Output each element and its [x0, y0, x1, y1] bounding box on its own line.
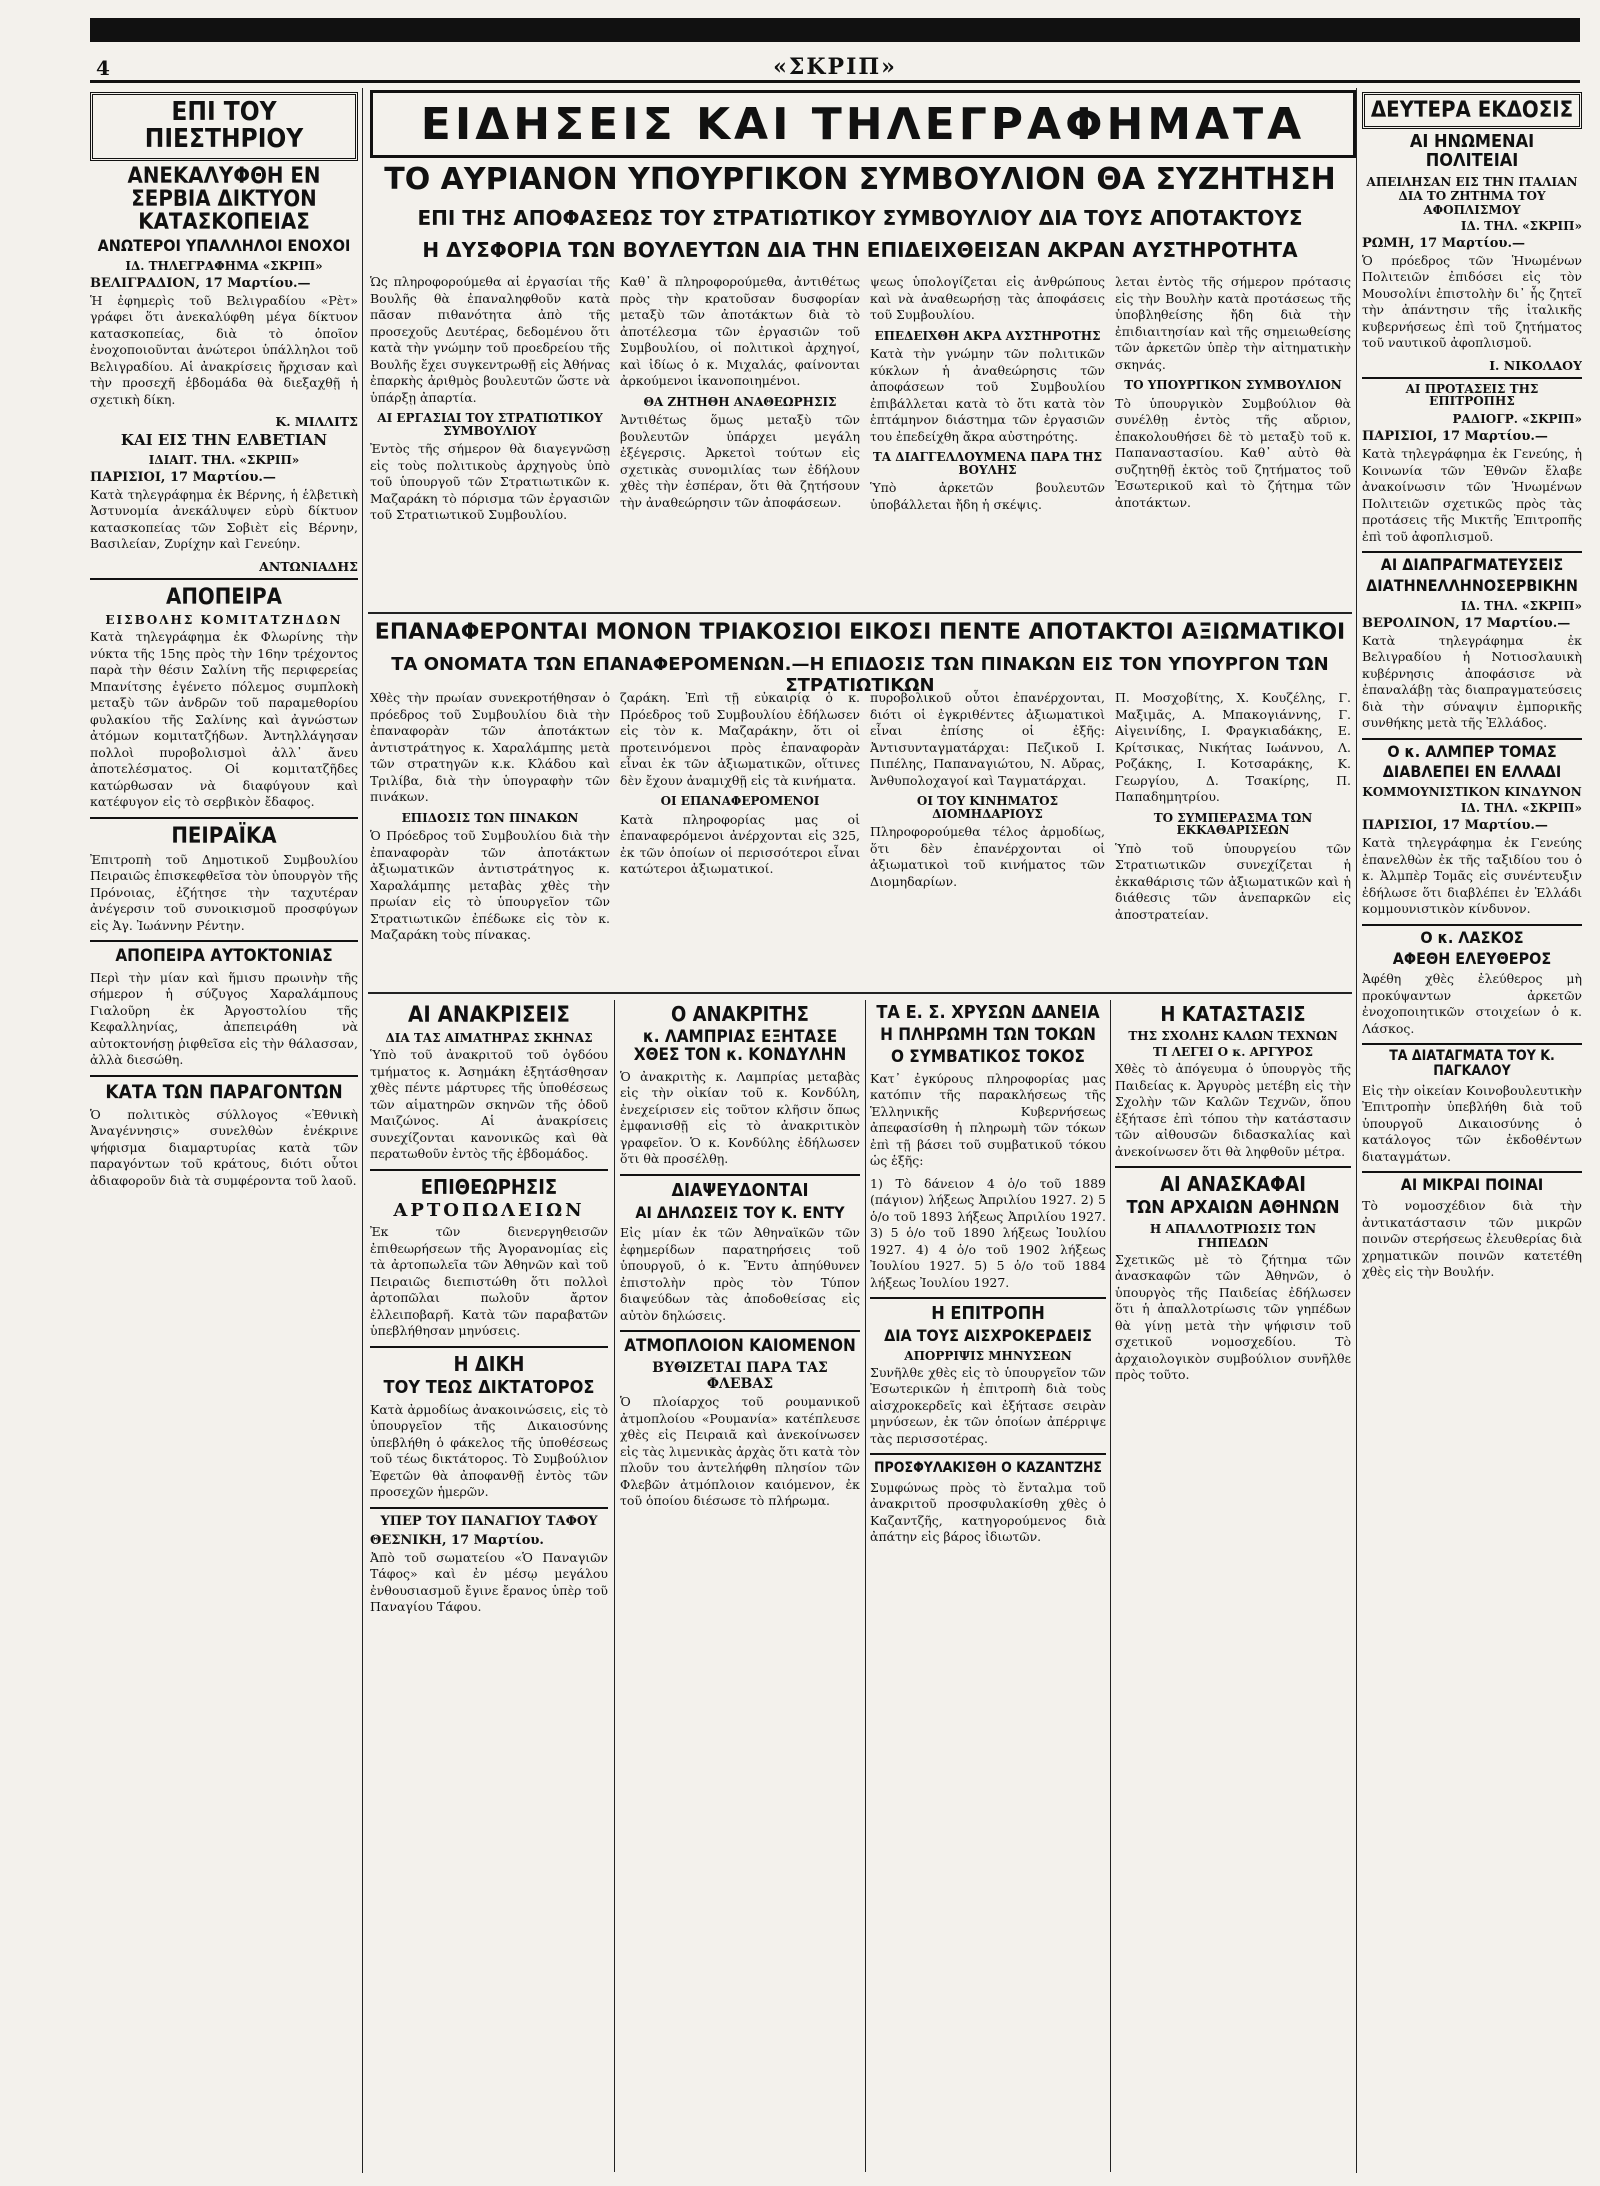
lower2-headline-3b: ΒΥΘΙΖΕΤΑΙ ΠΑΡΑ ΤΑΣ ΦΛΕΒΑΣ [652, 1360, 828, 1393]
wide-column-2 [620, 688, 860, 988]
right-story4-dateline: ΠΑΡΙΣΙΟΙ, 17 Μαρτίου.— [1362, 818, 1548, 834]
lower1-subhead: ΔΙΑ ΤΑΣ ΑΙΜΑΤΗΡΑΣ ΣΚΗΝΑΣ [385, 1031, 593, 1046]
story-attempt-subhead: ΕΙΣΒΟΛΗΣ ΚΟΜΙΤΑΤΖΗΔΩΝ [105, 613, 343, 628]
wide-col4-subhead: ΤΟ ΣΥΜΠΕΡΑΣΜΑ ΤΩΝ ΕΚΚΑΘΑΡΙΣΕΩΝ [1153, 810, 1313, 838]
lower4-headline-2c: Η ΑΠΑΛΛΟΤΡΙΩΣΙΣ ΤΩΝ ΓΗΠΕΔΩΝ [1149, 1221, 1317, 1250]
lower3-text-2: Συνῆλθε χθὲς εἰς τὸ ὑπουργεῖον τῶν Ἐσωτερικῶν ἡ ἐπιτροπὴ διὰ τοὺς αἰσχροκερδεῖς καὶ ἐξήτασε σειρὰν μηνύσεων, ἐκ τῶν ὁποίων ἀπέρριψε τὰς περισσοτέρας. [870, 1364, 1106, 1446]
right-story7-headline: ΑΙ ΜΙΚΡΑΙ ΠΟΙΝΑΙ [1362, 1171, 1582, 1194]
main-column-3 [870, 272, 1105, 612]
column-rule-left [362, 88, 363, 2173]
right-story5-text: Ἀφέθη χθὲς ἐλεύθερος μὴ προκύψαντων ἀρκετῶν ἐνοχοποιητικῶν στοιχείων ὁ κ. Λάσκος. [1362, 971, 1582, 1036]
story-switzerland-text: Κατὰ τηλεγράφημα ἐκ Βέρνης, ἡ ἑλβετικὴ Ἀστυνομία ἀνεκάλυψεν εὐρὺ δίκτυον κατασκοπείας τῶν Σοβιὲτ εἰς Βέρνην, Βασιλείαν, Ζυρίχην καὶ Γενεύην. [90, 486, 358, 552]
lower1-headline-3: Η ΔΙΚΗ [370, 1346, 608, 1375]
wide-col4-text-b: Ὑπὸ τοῦ ὑπουργείου τῶν Στρατιωτικῶν συνεχίζεται ἡ ἐκκαθάρισις τῶν ἀξιωματικῶν καὶ ἡ διάθεσις τῶν ἀνεπαρκῶν εἰς ἀποστρατείαν. [1115, 840, 1351, 922]
lower-section-rule [368, 992, 1352, 994]
news-banner [370, 90, 1356, 158]
wide-column-1 [370, 688, 610, 988]
lower-column-4 [1115, 1000, 1351, 2172]
main-col2-subhead: ΘΑ ΖΗΤΗΘΗ ΑΝΑΘΕΩΡΗΣΙΣ [643, 394, 837, 409]
lower3-headline-2: Η ΕΠΙΤΡΟΠΗ [870, 1297, 1106, 1324]
wide-col2-subhead: ΟΙ ΕΠΑΝΑΦΕΡΟΜΕΝΟΙ [660, 794, 820, 808]
right-story2-dateline: ΠΑΡΙΣΙΟΙ, 17 Μαρτίου.— [1362, 429, 1548, 445]
lower1-text-4: Ἀπὸ τοῦ σωματείου «Ὁ Παναγιῶν Τάφος» καὶ ἐν μέσῳ μεγάλου ἐνθουσιασμοῦ ἔγινε ἔρανος ὑπὲρ τοῦ Παναγίου Τάφου. [370, 1549, 608, 1615]
story-factors-text: Ὁ πολιτικὸς σύλλογος «Ἐθνικὴ Ἀναγέννησις» συνελθὼν ἐνέκρινε ψήφισμα διαμαρτυρίας κατὰ τῶν παραγόντων τοῦ κράτους, διότι οὗτοι ἀδιαφοροῦν διὰ τὰ συμφέροντα τοῦ λαοῦ. [90, 1106, 358, 1188]
lower3-subhead: Η ΠΛΗΡΩΜΗ ΤΩΝ ΤΟΚΩΝ [880, 1024, 1096, 1045]
lower1-headline-4: ΥΠΕΡ ΤΟΥ ΠΑΝΑΓΙΟΥ ΤΑΦΟΥ [370, 1507, 608, 1529]
story-attempt-headline: ΑΠΟΠΕΙΡΑ [90, 578, 358, 609]
main-col1-text-b: Ἐντὸς τῆς σήμερον θὰ διαγεγνῶσῃ εἰς τοὺς πολιτικοὺς ἀρχηγοὺς ὑπὸ τοῦ ὑπουργοῦ τῶν Στρατιωτικῶν κ. Μαζαράκη τὸ πόρισμα τῶν ἐργασιῶν τοῦ Στρατιωτικοῦ Συμβουλίου. [370, 441, 610, 523]
top-black-bar [90, 18, 1580, 42]
right-story7-text: Τὸ νομοσχέδιον διὰ τὴν ἀντικατάστασιν τῶν μικρῶν ποινῶν στερήσεως ἐλευθερίας διὰ χρηματικῶν ποινῶν κατετέθη χθὲς εἰς τὴν Βουλήν. [1362, 1198, 1582, 1280]
story-serbia-signature: Κ. ΜΙΛΛΙΤΣ [275, 414, 358, 430]
lower-column-1 [370, 1000, 608, 2172]
lower1-text-3: Κατὰ ἀρμοδίως ἀνακοινώσεις, εἰς τὸ ὑπουργεῖον τῆς Δικαιοσύνης ὑπεβλήθη ὁ φάκελος τῆς ὑποθέσεως τοῦ τέως δικτάτορος. Τὸ Συμβούλιον Ἐφετῶν θὰ ἀποφανθῇ ἐντὸς τῶν προσεχῶν ἡμερῶν. [370, 1401, 608, 1500]
right-story4-source: ΙΔ. ΤΗΛ. «ΣΚΡΙΠ» [1460, 801, 1582, 816]
wide-col1-text: Χθὲς τὴν πρωίαν συνεκροτήθησαν ὁ πρόεδρος τοῦ Συμβουλίου διὰ τὴν ἐπαναφορὰν τῶν ἀποτάκτων ἀντιστράτηγος κ. Χαραλάμπης μετὰ τῶν στρατηγῶν κ.κ. Κλάδου καὶ Τριλίβα, διὰ τὴν ὑπογραφὴν τῶν πινάκων. [370, 690, 610, 804]
lower2-text-2: Εἰς μίαν ἐκ τῶν Ἀθηναϊκῶν τῶν ἐφημερίδων παρατηρήσεις τοῦ ὑπουργοῦ, ὁ κ. Ἔντυ ἀπηύθυνεν ἐπιστολὴν πρὸς τὸν Τύπον διαψεύδων τὰς ἀποδοθείσας εἰς αὐτὸν δηλώσεις. [620, 1225, 860, 1323]
masthead [90, 54, 1580, 83]
lower3-headline: ΤΑ Ε. Σ. ΧΡΥΣΩΝ ΔΑΝΕΙΑ [876, 1002, 1100, 1023]
right-story4-text: Κατὰ τηλεγράφημα ἐκ Γενεύης ἐπανελθὼν ἐκ τῆς ταξιδίου του ὁ κ. Ἀλμπὲρ Τομᾶς εἰς συνέντευξιν ἐδήλωσε ὅτι διαβλέπει ἐν Ἑλλάδι κομμουνιστικὸν κίνδυνον. [1362, 835, 1582, 917]
main-col4-subhead: ΤΟ ΥΠΟΥΡΓΙΚΟΝ ΣΥΜΒΟΥΛΙΟΝ [1124, 378, 1342, 392]
lower3-subhead-2: Ο ΣΥΜΒΑΤΙΚΟΣ ΤΟΚΟΣ [890, 1046, 1086, 1067]
lower-rule-1 [614, 1000, 615, 2172]
left-column [90, 88, 358, 2173]
main-col1-text: Ὡς πληροφορούμεθα αἱ ἐργασίαι τῆς Βουλῆς θὰ ἐπαναληφθοῦν κατὰ πᾶσαν πιθανότητα ἀπὸ τῆς προσεχοῦς Δευτέρας, δεδομένου ὅτι κατὰ τὴν γνώμην τοῦ προεδρείου τῆς Βουλῆς ἔχει συγκεντρωθῇ εἰς Ἀθήνας ἐπαρκὴς ἀριθμὸς βουλευτῶν ὥστε νὰ ὑπάρξῃ ἀπαρτία. [370, 274, 610, 405]
story-serbia-source: ΙΔ. ΤΗΛΕΓΡΑΦΗΜΑ «ΣΚΡΙΠ» [125, 258, 323, 273]
story-suicide-text: Περὶ τὴν μίαν καὶ ἥμισυ πρωινὴν τῆς σήμερον ἡ σύζυγος Χαραλάμπους Γιαλοῦρη ἐκ Ἀργοστολίου τῆς Κεφαλληνίας, ἀπεπειράθη νὰ αὐτοκτονήσῃ ῥιφθεῖσα εἰς τὴν θάλασσαν, ἀλλὰ διεσώθη. [90, 969, 358, 1068]
main-col3-subhead-2: ΤΑ ΔΙΑΓΓΕΛΛΟΥΜΕΝΑ ΠΑΡΑ ΤΗΣ ΒΟΥΛΗΣ [872, 450, 1103, 477]
right-story4-headline: Ο κ. ΑΛΜΠΕΡ ΤΟΜΑΣ [1362, 738, 1582, 761]
lower4-subhead: ΤΗΣ ΣΧΟΛΗΣ ΚΑΛΩΝ ΤΕΧΝΩΝ [1128, 1029, 1338, 1043]
main-col3-subhead: ΕΠΕΔΕΙΧΘΗ ΑΚΡΑ ΑΥΣΤΗΡΟΤΗΣ [874, 328, 1101, 343]
wide-col4-text: Π. Μοσχοβίτης, Χ. Κουζέλης, Γ. Μαξιμᾶς, Α. Μπακογιάννης, Γ. Αἰγεινίδης, Ι. Φραγκιαδάκης, Ε. Κρίτσικας, Νικήτας Ιωάννου, Λ. Ροζάκης, Ι. Κοτσαράκης, Κ. Γεωργίου, Δ. Τσακίρης, Π. Παπαδημητρίου. [1115, 690, 1351, 804]
column-rule-right [1356, 88, 1357, 2173]
right-column-title: ΔΕΥΤΕΡΑ ΕΚΔΟΣΙΣ [1362, 92, 1582, 129]
lower3-list: 1) Τὸ δάνειον 4 ὁ/ο τοῦ 1889 (πάγιον) λήξεως Ἀπριλίου 1927. 2) 5 ὁ/ο τοῦ 1893 λήξεως Ἀπριλίου 1927. 3) 5 ὁ/ο τοῦ 1890 λήξεως Ἰουλίου 1927. 4) 4 ὁ/ο τοῦ 1902 λήξεως Ἰουλίου 1927. 5) 5 ὁ/ο τοῦ 1884 λήξεως Ἰουλίου 1927. [870, 1175, 1106, 1290]
lower3-headline-2c: ΑΠΟΡΡΙΨΙΣ ΜΗΝΥΣΕΩΝ [904, 1348, 1072, 1363]
lower1-text-2: Ἐκ τῶν διενεργηθεισῶν ἐπιθεωρήσεων τῆς Ἀγορανομίας εἰς τὰ ἀρτοπωλεῖα τῶν Ἀθηνῶν καὶ τοῦ Πειραιῶς διεπιστώθη ὅτι πολλοὶ ἀρτοπῶλαι πωλοῦν ἄρτον ἐλλειποβαρῆ. Κατὰ τῶν παραβατῶν ὑπεβλήθησαν μηνύσεις. [370, 1224, 608, 1339]
lower2-text: Ὁ ἀνακριτὴς κ. Λαμπρίας μεταβὰς εἰς τὴν οἰκίαν τοῦ κ. Κονδύλη, ἐνεχείρισεν εἰς τοῦτον κλῆσιν ὅπως ἐμφανισθῇ εἰς τὸ ἀνακριτικὸν γραφεῖον. Ὁ κ. Κονδύλης ἐδήλωσεν ὅτι θὰ προσέλθῃ. [620, 1068, 860, 1167]
story-piraeus-headline: ΠΕΙΡΑΪΚΑ [90, 817, 358, 848]
wide-story-rule-top [368, 612, 1352, 614]
main-col2-text: Καθ᾽ ἃ πληροφορούμεθα, ἀντιθέτως πρὸς τὴν κρατοῦσαν δυσφορίαν μεταξὺ τῶν ἀποτάκτων διὰ τὸ ἀποτέλεσμα τῶν ἐργασιῶν τοῦ Συμβουλίου, οἱ πολιτικοὶ ἀρχηγοί, καὶ ἰδίως ὁ κ. Μιχαλάς, φαίνονται ἀρκούμενοι ἱκανοποιημένοι. [620, 274, 860, 388]
main-col1-subhead: ΑΙ ΕΡΓΑΣΙΑΙ ΤΟΥ ΣΤΡΑΤΙΩΤΙΚΟΥ ΣΥΜΒΟΥΛΙΟΥ [377, 411, 603, 438]
lower4-headline: Η ΚΑΤΑΣΤΑΣΙΣ [1160, 1002, 1306, 1026]
lower3-headline-3: ΠΡΟΣΦΥΛΑΚΙΣΘΗ Ο ΚΑΖΑΝΤΖΗΣ [870, 1453, 1106, 1476]
right-story1-source: ΙΔ. ΤΗΛ. «ΣΚΡΙΠ» [1460, 218, 1582, 233]
right-story6-headline: ΤΑ ΔΙΑΤΑΓΜΑΤΑ ΤΟΥ Κ. ΠΑΓΚΑΛΟΥ [1362, 1043, 1582, 1078]
news-banner-title: ΕΙΔΗΣΕΙΣ ΚΑΙ ΤΗΛΕΓΡΑΦΗΜΑΤΑ [420, 98, 1306, 150]
right-story3-dateline: ΒΕΡΟΛΙΝΟΝ, 17 Μαρτίου.— [1362, 615, 1571, 631]
left-column-title: ΕΠΙ ΤΟΥ ΠΙΕΣΤΗΡΙΟΥ [90, 92, 358, 161]
lower3-headline-2b: ΔΙΑ ΤΟΥΣ ΑΙΣΧΡΟΚΕΡΔΕΙΣ [884, 1325, 1092, 1345]
wide-col1-text-b: Ὁ Πρόεδρος τοῦ Συμβουλίου διὰ τὴν ἐπαναφορὰν τῶν ἀποτάκτων ἀξιωματικῶν ἀντιστράτηγος κ. Χαραλάμπης μεταβὰς χθὲς τὴν πρωίαν εἰς τὸ ὑπουργεῖον τῶν Στρατιωτικῶν ἐπέδωκε εἰς τὸν κ. Μαζαράκη τοὺς πίνακας. [370, 828, 610, 943]
lower2-text-3: Ὁ πλοίαρχος τοῦ ρουμανικοῦ ἀτμοπλοίου «Ρουμανία» κατέπλευσε χθὲς εἰς Πειραιᾶ καὶ ἀνεκοίνωσεν εἰς τὰς λιμενικὰς ἀρχὰς ὅτι κατὰ τὸν πλοῦν του ἀντελήφθη πλησίον τῶν Φλεβῶν ἀτμόπλοιον καιόμενον, ἐκ τοῦ ὁποίου διέσωσε τὸ πλήρωμα. [620, 1394, 860, 1509]
lower2-headline: Ο ΑΝΑΚΡΙΤΗΣ [671, 1002, 809, 1026]
main-col2-text-b: Ἀντιθέτως ὅμως μεταξὺ τῶν βουλευτῶν ὑπάρχει μεγάλη ἐξέγερσις. Ἀρκετοὶ τούτων εἰς σχετικὰς συνομιλίας των ἐδήλουν χθὲς τὴν ἑσπέραν, ὅτι θὰ ζητήσουν τὴν ἀναθεώρησιν τῶν ἀποφάσεων. [620, 412, 860, 510]
story-suicide-headline: ΑΠΟΠΕΙΡΑ ΑΥΤΟΚΤΟΝΙΑΣ [90, 940, 358, 966]
lower1-headline-2: ΕΠΙΘΕΩΡΗΣΙΣ [370, 1169, 608, 1198]
story-serbia-headline: ΑΝΕΚΑΛΥΦΘΗ ΕΝ ΣΕΡΒΙΑ ΔΙΚΤΥΟΝ ΚΑΤΑΣΚΟΠΕΙΑΣ [127, 163, 321, 235]
right-story1-text: Ὁ πρόεδρος τῶν Ἡνωμένων Πολιτειῶν ἐπιδόσει εἰς τὸν Μουσολίνι ἐπιστολὴν δι᾽ ἧς ζητεῖ τὴν ἀπάντησιν τῆς ἰταλικῆς κυβερνήσεως ἐπὶ τοῦ ζητήματος τοῦ ναυτικοῦ ἀφοπλισμοῦ. [1362, 252, 1582, 351]
story-serbia-dateline: ΒΕΛΙΓΡΑΔΙΟΝ, 17 Μαρτίου.— [90, 275, 311, 291]
lower4-text-2: Σχετικῶς μὲ τὸ ζήτημα τῶν ἀνασκαφῶν τῶν Ἀθηνῶν, ὁ ὑπουργὸς τῆς Παιδείας ἐδήλωσεν ὅτι ἡ ἀπαλλοτρίωσις τῶν γηπέδων θὰ γίνῃ μετὰ τὴν ψήφισιν τοῦ σχετικοῦ νομοσχεδίου. Τὸ ἀρχαιολογικὸν συμβούλιον συνῆλθε πρὸς τοῦτο. [1115, 1251, 1351, 1383]
lower2-subhead: κ. ΛΑΜΠΡΙΑΣ ΕΞΗΤΑΣΕ ΧΘΕΣ ΤΟΝ κ. ΚΟΝΔΥΛΗΝ [633, 1027, 847, 1065]
wide-column-4 [1115, 688, 1351, 988]
lower-rule-2 [865, 1000, 866, 2172]
story-switzerland-source: ΙΔΙΑΙΤ. ΤΗΛ. «ΣΚΡΙΠ» [148, 452, 300, 467]
main-headline-1: ΤΟ ΑΥΡΙΑΝΟΝ ΥΠΟΥΡΓΙΚΟΝ ΣΥΜΒΟΥΛΙΟΝ ΘΑ ΣΥΖΗΤΗΣΗ [384, 162, 1336, 197]
right-story4-subhead-2: ΚΟΜΜΟΥΝΙΣΤΙΚΟΝ ΚΙΝΔΥΝΟΝ [1362, 785, 1582, 800]
wide-story-headline: ΕΠΑΝΑΦΕΡΟΝΤΑΙ ΜΟΝΟΝ ΤΡΙΑΚΟΣΙΟΙ ΕΙΚΟΣΙ ΠΕΝΤΕ ΑΠΟΤΑΚΤΟΙ ΑΞΙΩΜΑΤΙΚΟΙ [374, 620, 1346, 645]
story-factors-headline: ΚΑΤΑ ΤΩΝ ΠΑΡΑΓΟΝΤΩΝ [90, 1075, 358, 1103]
lower4-headline-2b: ΤΩΝ ΑΡΧΑΙΩΝ ΑΘΗΝΩΝ [1126, 1197, 1340, 1218]
right-story2-text: Κατὰ τηλεγράφημα ἐκ Γενεύης, ἡ Κοινωνία τῶν Ἐθνῶν ἔλαβε ἀνακοίνωσιν τῶν Ἡνωμένων Πολιτειῶν σχετικῶς πρὸς τὰς προτάσεις τῆς Μικτῆς Ἐπιτροπῆς ἐπὶ τοῦ ἀφοπλισμοῦ. [1362, 446, 1582, 544]
right-story2-source: ΡΑΔΙΟΓΡ. «ΣΚΡΙΠ» [1452, 412, 1582, 427]
lower4-subhead-2: ΤΙ ΛΕΓΕΙ Ο κ. ΑΡΓΥΡΟΣ [1153, 1045, 1313, 1059]
wide-col3-subhead: ΟΙ ΤΟΥ ΚΙΝΗΜΑΤΟΣ ΔΙΟΜΗΔΑΡΙΟΥΣ [916, 794, 1059, 821]
right-story3-text: Κατὰ τηλεγράφημα ἐκ Βελιγραδίου ἡ Νοτιοσλαυικὴ κυβέρνησις ἀποφάσισε νὰ ἐπαναλάβῃ τὰς διαπραγματεύσεις διὰ τὴν σύναψιν ἐμπορικῆς συνθήκης μετὰ τῆς Ἑλλάδος. [1362, 632, 1582, 731]
lower1-text: Ὑπὸ τοῦ ἀνακριτοῦ τοῦ ὀγδόου τμήματος κ. Ἀσημάκη ἐξητάσθησαν χθὲς πέντε μάρτυρες τῆς ὑποθέσεως τῶν αἱματηρῶν σκηνῶν τῆς ὁδοῦ Μαιζώνος. Αἱ ἀνακρίσεις συνεχίζονται κανονικῶς καὶ θὰ περατωθοῦν ἐντὸς τῆς ἑβδομάδος. [370, 1047, 608, 1162]
lower1-headline-2b: ΑΡΤΟΠΩΛΕΙΩΝ [393, 1199, 585, 1221]
story-serbia-subhead: ΑΝΩΤΕΡΟΙ ΥΠΑΛΛΗΛΟΙ ΕΝΟΧΟΙ [97, 235, 351, 255]
lower3-text-3: Συμφώνως πρὸς τὸ ἔνταλμα τοῦ ἀνακριτοῦ προσφυλακίσθη χθὲς ὁ Καζαντζῆς, κατηγορούμενος διὰ ἀπάτην εἰς βάρος ἰδιωτῶν. [870, 1479, 1106, 1545]
wide-col1-subhead: ΕΠΙΔΟΣΙΣ ΤΩΝ ΠΙΝΑΚΩΝ [401, 810, 579, 825]
main-col3-text-c: Ὑπὸ ἀρκετῶν βουλευτῶν ὑποβάλλεται ἤδη ἡ σκέψις. [870, 480, 1105, 512]
lower-rule-3 [1110, 1000, 1111, 2172]
story-attempt-text: Κατὰ τηλεγράφημα ἐκ Φλωρίνης τὴν νύκτα τῆς 15ης πρὸς τὴν 16ην τρέχοντος παρὰ τὴν θέσιν Σαλίνη τῆς περιφερείας Μπανίτσης ἐγένετο πόλεμος συμπλοκὴ μεταξὺ τῶν ἀνδρῶν τοῦ παραμεθορίου φυλακίου τῆς Σαλίνης καὶ ἀγνώστων ἀτόμων κομιτατζήδων. Ἀντηλλάγησαν πολλοὶ πυροβολισμοὶ ἀλλ᾽ ἄνευ ἀποτελέσματος. Οἱ κομιτατζῆδες κατώρθωσαν νὰ διαφύγουν καὶ κατέφυγον εἰς τὸ σερβικὸν ἔδαφος. [90, 629, 358, 810]
lower1-headline-3b: ΤΟΥ ΤΕΩΣ ΔΙΚΤΑΤΟΡΟΣ [383, 1376, 595, 1398]
wide-column-3 [870, 688, 1105, 988]
lower3-text: Κατ᾽ ἐγκύρους πληροφορίας μας κατόπιν τῆς παρακλήσεως τῆς Ἑλληνικῆς Κυβερνήσεως ἀπεφασίσθη ἡ πληρωμὴ τῶν τόκων ἐπὶ τῇ βάσει τοῦ συμβατικοῦ τόκου ὡς ἑξῆς: [870, 1070, 1106, 1169]
right-column [1362, 88, 1582, 2173]
lower4-headline-2: ΑΙ ΑΝΑΣΚΑΦΑΙ [1115, 1166, 1351, 1195]
main-col4-text-b: Τὸ ὑπουργικὸν Συμβούλιον θὰ συνέλθῃ ἐντὸς τῆς αὔριον, ἐπακολουθήσει δὲ τὸ μεταξὺ τοῦ κ. Παπαναστασίου. Καθ᾽ αὐτὸ θὰ συζητηθῇ ἐκτὸς τοῦ ζητήματος τοῦ Ἐσωτερικοῦ καὶ τὸ ζήτημα τῶν ἀποτάκτων. [1115, 395, 1351, 510]
lower2-headline-2b: ΑΙ ΔΗΛΩΣΕΙΣ ΤΟΥ Κ. ΕΝΤΥ [635, 1202, 845, 1222]
wide-story-subhead: ΤΑ ΟΝΟΜΑΤΑ ΤΩΝ ΕΠΑΝΑΦΕΡΟΜΕΝΩΝ.—Η ΕΠΙΔΟΣΙΣ ΤΩΝ ΠΙΝΑΚΩΝ ΕΙΣ ΤΟΝ ΥΠΟΥΡΓΟΝ ΤΩΝ ΣΤΡΑΤΙΩΤΙΚΩΝ [391, 654, 1329, 696]
lower4-text: Χθὲς τὸ ἀπόγευμα ὁ ὑπουργὸς τῆς Παιδείας κ. Ἀργυρὸς μετέβη εἰς τὴν Σχολὴν τῶν Καλῶν Τεχνῶν, ὅπου ἐξήτασε ἐπὶ τόπου τὴν κατάστασιν τῶν αἰθουσῶν διδασκαλίας καὶ ἀνεκοίνωσεν ὅτι θὰ ληφθοῦν μέτρα. [1115, 1061, 1351, 1159]
story-serbia-text: Ἡ ἐφημερὶς τοῦ Βελιγραδίου «Ρὲτ» γράφει ὅτι ἀνεκαλύφθη μέγα δίκτυον κατασκοπείας, διὰ τὸ ὁποῖον ἐνοχοποιοῦνται ἀνώτεροι ὑπάλληλοι τοῦ Βελιγραδίου. Αἱ ἀνακρίσεις ἤρχισαν καὶ τὴν προσεχῆ ἑβδομάδα θὰ διεξαχθῇ ἡ σχετικὴ δίκη. [90, 292, 358, 407]
story-piraeus-text: Ἐπιτροπὴ τοῦ Δημοτικοῦ Συμβουλίου Πειραιῶς ἐπισκεφθεῖσα τὸν ὑπουργὸν τῆς Πρόνοιας, ἐζήτησε τὴν ταχυτέραν ἀνέγερσιν τοῦ συνοικισμοῦ προσφύγων εἰς Ἀγ. Ἰωάννην Ρέντην. [90, 851, 358, 933]
right-story3-source: ΙΔ. ΤΗΛ. «ΣΚΡΙΠ» [1460, 598, 1582, 613]
wide-col3-text: πυροβολικοῦ οὗτοι ἐπανέρχονται, διότι οἱ ἐγκριθέντες ἀξιωματικοὶ εἶναι ἐπίσης οἱ ἐξῆς: Ἀντισυνταγματάρχαι: Πεζικοῦ Ι. Πιπέλης, Παπαναγιώτου, Ν. Αὔρας, Ἀνθυπολοχαγοί καὶ Ταγματάρχαι. [870, 690, 1105, 788]
lower-column-2 [620, 1000, 860, 2172]
page-number: 4 [96, 56, 110, 80]
right-story3-headline: ΑΙ ΔΙΑΠΡΑΓΜΑΤΕΥΣΕΙΣ [1362, 551, 1582, 574]
story-switzerland-dateline: ΠΑΡΙΣΙΟΙ, 17 Μαρτίου.— [90, 469, 276, 485]
lower2-headline-2: ΔΙΑΨΕΥΔΟΝΤΑΙ [620, 1174, 860, 1201]
main-headline-3: Η ΔΥΣΦΟΡΙΑ ΤΩΝ ΒΟΥΛΕΥΤΩΝ ΔΙΑ ΤΗΝ ΕΠΙΔΕΙΧΘΕΙΣΑΝ ΑΚΡΑΝ ΑΥΣΤΗΡΟΤΗΤΑ [422, 238, 1298, 262]
right-story1-subhead: ΑΠΕΙΛΗΣΑΝ ΕΙΣ ΤΗΝ ΙΤΑΛΙΑΝ ΔΙΑ ΤΟ ΖΗΤΗΜΑ ΤΟΥ ΑΦΟΠΛΙΣΜΟΥ [1366, 174, 1578, 217]
main-column-1 [370, 272, 610, 612]
story-switzerland-signature: ΑΝΤΩΝΙΑΔΗΣ [259, 558, 358, 574]
right-story3-subhead: ΔΙΑΤΗΝΕΛΛΗΝΟΣΕΡΒΙΚΗΝ [1366, 575, 1578, 595]
right-story1-headline: ΑΙ ΗΝΩΜΕΝΑΙ ΠΟΛΙΤΕΙΑΙ [1409, 131, 1535, 171]
main-column-2 [620, 272, 860, 612]
right-story1-dateline: ΡΩΜΗ, 17 Μαρτίου.— [1362, 235, 1525, 251]
main-col3-text: ψεως ὑπολογίζεται εἰς ἀνθρώπους καὶ νὰ ἀναθεωρήσῃ τὰς ἀποφάσεις τοῦ Συμβουλίου. [870, 274, 1105, 322]
lower-column-3 [870, 1000, 1106, 2172]
main-headline-2: ΕΠΙ ΤΗΣ ΑΠΟΦΑΣΕΩΣ ΤΟΥ ΣΤΡΑΤΙΩΤΙΚΟΥ ΣΥΜΒΟΥΛΙΟΥ ΔΙΑ ΤΟΥΣ ΑΠΟΤΑΚΤΟΥΣ [417, 206, 1303, 230]
wide-col3-text-b: Πληροφορούμεθα τέλος ἀρμοδίως, ὅτι δὲν ἐπανέρχονται οἱ ἀξιωματικοὶ τοῦ κινήματος τῶν Διομηδαρίων. [870, 824, 1105, 889]
right-story5-subhead: ΑΦΕΘΗ ΕΛΕΥΘΕΡΟΣ [1392, 948, 1552, 968]
wide-col2-text: ζαράκη. Ἐπὶ τῇ εὐκαιρίᾳ ὁ κ. Πρόεδρος τοῦ Συμβουλίου ἐδήλωσεν εἰς τὸν κ. Μαζαράκην, ὅτι οἱ προτεινόμενοι πρὸς ἐπαναφορὰν εἶναι ἐκ τῶν ἀξιωματικῶν, οἵτινες δὲν ἔχουν ἀναμιχθῇ εἰς τὰ κινήματα. [620, 690, 860, 788]
story-switzerland-headline: ΚΑΙ ΕΙΣ ΤΗΝ ΕΛΒΕΤΙΑΝ [120, 431, 328, 450]
right-story4-subhead: ΔΙΑΒΛΕΠΕΙ ΕΝ ΕΛΛΑΔΙ [1382, 762, 1562, 782]
paper-name: «ΣΚΡΙΠ» [773, 54, 897, 80]
lower1-dateline-4: ΘΕΣΝΙΚΗ, 17 Μαρτίου. [370, 1532, 544, 1548]
right-story6-text: Εἰς τὴν οἰκείαν Κοινοβουλευτικὴν Ἐπιτροπὴν ὑπεβλήθη διὰ τοῦ ὑπουργοῦ Δικαιοσύνης ὁ κατάλογος τῶν ἐκδοθέντων διαταγμάτων. [1362, 1082, 1582, 1164]
main-col4-text: λεται ἐντὸς τῆς σήμερον πρότασις εἰς τὴν Βουλὴν κατὰ προτάσεως τῆς ὑποβληθείσης ἤδη διὰ τὴν ἐπιδιαιτησίαν καὶ τῆς σημειωθείσης τῶν ἀρκετῶν ὑπὲρ τὴν αἰτηματικὴν σκηνάς. [1115, 274, 1351, 372]
right-story2-headline: ΑΙ ΠΡΟΤΑΣΕΙΣ ΤΗΣ ΕΠΙΤΡΟΠΗΣ [1362, 377, 1582, 408]
lower2-headline-3: ΑΤΜΟΠΛΟΙΟΝ ΚΑΙΟΜΕΝΟΝ [620, 1330, 860, 1356]
main-column-4 [1115, 272, 1351, 612]
right-story5-headline: Ο κ. ΛΑΣΚΟΣ [1362, 924, 1582, 947]
main-col3-text-b: Κατὰ τὴν γνώμην τῶν πολιτικῶν κύκλων ἡ ἀναθεώρησις τῶν ἀποφάσεων τοῦ Συμβουλίου ἐπιβάλλεται κατὰ τὸ ὅτι κατὰ τὸν ἑπτάμηνον διάστημα τῶν ἐργασιῶν του ἐπεδείχθη ἄκρα αὐστηρότης. [870, 346, 1105, 444]
wide-col2-text-b: Κατὰ πληροφορίας μας οἱ ἐπαναφερόμενοι ἀνέρχονται εἰς 325, ἐκ τῶν ὁποίων οἱ περισσότεροι εἶναι κατώτεροι ἀξιωματικοί. [620, 811, 860, 877]
lower1-headline: ΑΙ ΑΝΑΚΡΙΣΕΙΣ [408, 1003, 570, 1028]
right-story1-signature: Ι. ΝΙΚΟΛΑΟΥ [1489, 357, 1582, 373]
